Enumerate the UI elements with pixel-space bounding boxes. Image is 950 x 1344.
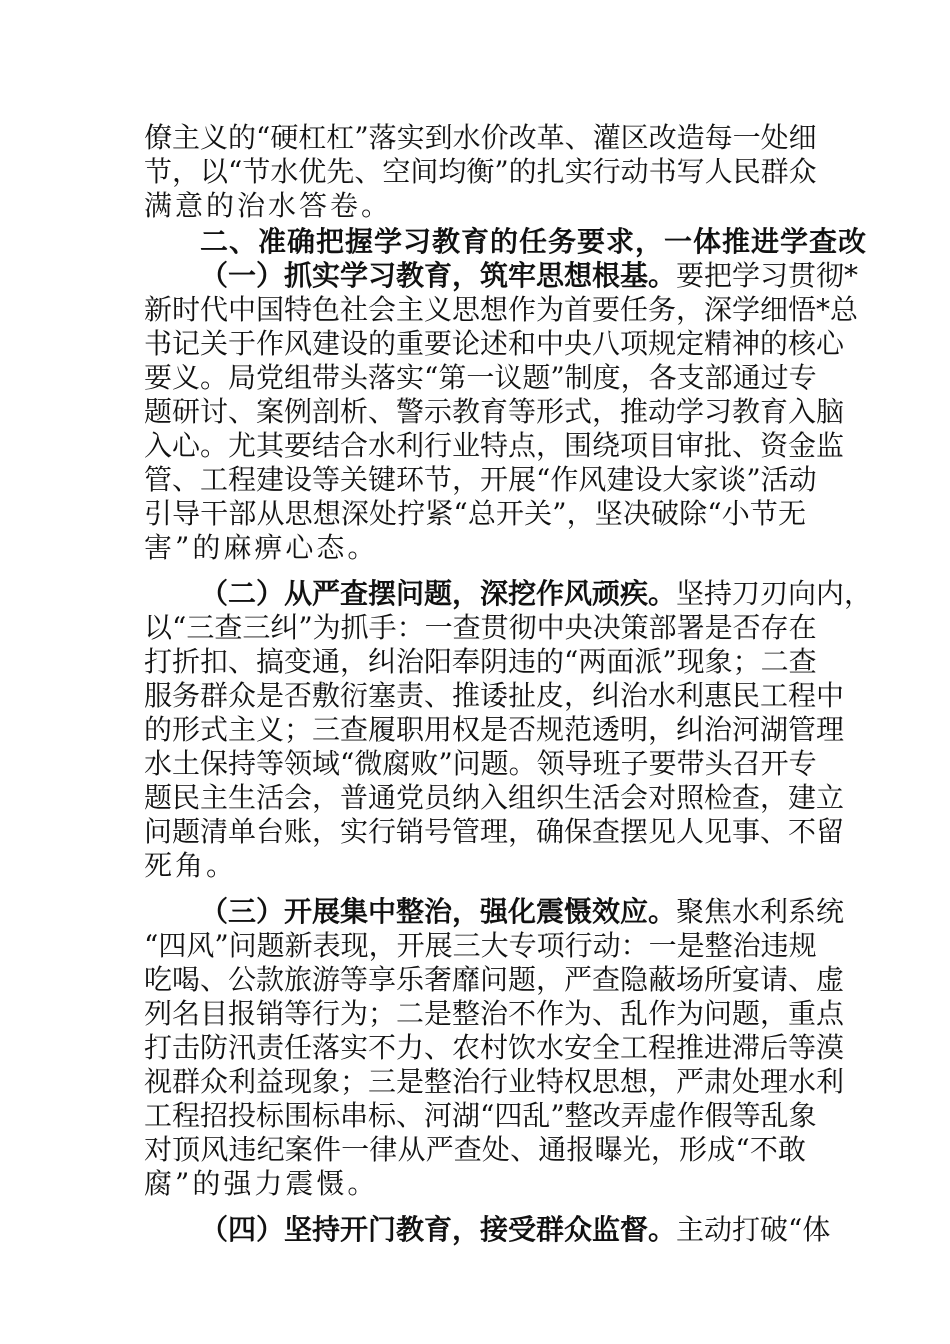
paragraph-first-line (200, 577, 873, 611)
text-line: 书记关于作风建设的重要论述和中央八项规定精神的核心 (144, 327, 845, 360)
text-line: 列名目报销等行为；二是整治不作为、乱作为问题，重点 (144, 997, 845, 1030)
text-line: “四风”问题新表现，开展三大专项行动：一是整治违规 (144, 929, 817, 962)
text-line: 要义。局党组带头落实“第一议题”制度，各支部通过专 (144, 361, 817, 394)
subsection-lead: （三）开展集中整治，强化震慑效应。 (200, 895, 677, 928)
text-line: 腐”的强力震慑。 (144, 1167, 379, 1200)
paragraph-first-line (200, 259, 859, 293)
text-line: 视群众利益现象；三是整治行业特权思想，严肃处理水利 (144, 1065, 845, 1098)
text-line: 以“三查三纠”为抓手：一查贯彻中央决策部署是否存在 (144, 611, 817, 644)
text-run: 坚持刀刃向内， (676, 577, 873, 610)
text-line: 节，以“节水优先、空间均衡”的扎实行动书写人民群众 (144, 155, 817, 188)
text-line: 题研讨、案例剖析、警示教育等形式，推动学习教育入脑 (144, 395, 845, 428)
text-run: 要把学习贯彻* (676, 259, 859, 292)
paragraph-first-line (200, 895, 845, 929)
text-run: 聚焦水利系统 (676, 895, 845, 928)
text-line: 问题清单台账，实行销号管理，确保查摆见人见事、不留 (144, 815, 845, 848)
text-line: 打折扣、搞变通，纠治阳奉阴违的“两面派”现象；二查 (144, 645, 817, 678)
text-line: 水土保持等领域“微腐败”问题。领导班子要带头召开专 (144, 747, 817, 780)
text-line: 引导干部从思想深处拧紧“总开关”，坚决破除“小节无 (144, 497, 806, 530)
text-line: 管、工程建设等关键环节，开展“作风建设大家谈”活动 (144, 463, 817, 496)
text-line: 工程招投标围标串标、河湖“四乱”整改弄虚作假等乱象 (144, 1099, 817, 1132)
text-line: 害”的麻痹心态。 (144, 531, 379, 564)
text-run: 主动打破“体 (676, 1213, 831, 1246)
paragraph-first-line (200, 1213, 831, 1247)
section-heading: 二、准确把握学习教育的任务要求，一体推进学查改 (200, 225, 868, 258)
text-line: 满意的治水答卷。 (144, 189, 393, 222)
text-line: 僚主义的“硬杠杠”落实到水价改革、灌区改造每一处细 (144, 121, 817, 154)
text-line: 题民主生活会，普通党员纳入组织生活会对照检查，建立 (144, 781, 845, 814)
text-line: 打击防汛责任落实不力、农村饮水安全工程推进滞后等漠 (144, 1031, 845, 1064)
text-line: 吃喝、公款旅游等享乐奢靡问题，严查隐蔽场所宴请、虚 (144, 963, 845, 996)
subsection-lead: （四）坚持开门教育，接受群众监督。 (200, 1213, 677, 1246)
subsection-lead: （一）抓实学习教育，筑牢思想根基。 (200, 259, 677, 292)
text-line: 新时代中国特色社会主义思想作为首要任务，深学细悟*总 (144, 293, 859, 326)
text-line: 入心。尤其要结合水利行业特点，围绕项目审批、资金监 (144, 429, 845, 462)
text-line: 的形式主义；三查履职用权是否规范透明，纠治河湖管理 (144, 713, 845, 746)
text-line: 对顶风违纪案件一律从严查处、通报曝光，形成“不敢 (144, 1133, 806, 1166)
text-line: 死角。 (144, 849, 238, 882)
subsection-lead: （二）从严查摆问题，深挖作风顽疾。 (200, 577, 677, 610)
text-line: 服务群众是否敷衍塞责、推诿扯皮，纠治水利惠民工程中 (144, 679, 845, 712)
